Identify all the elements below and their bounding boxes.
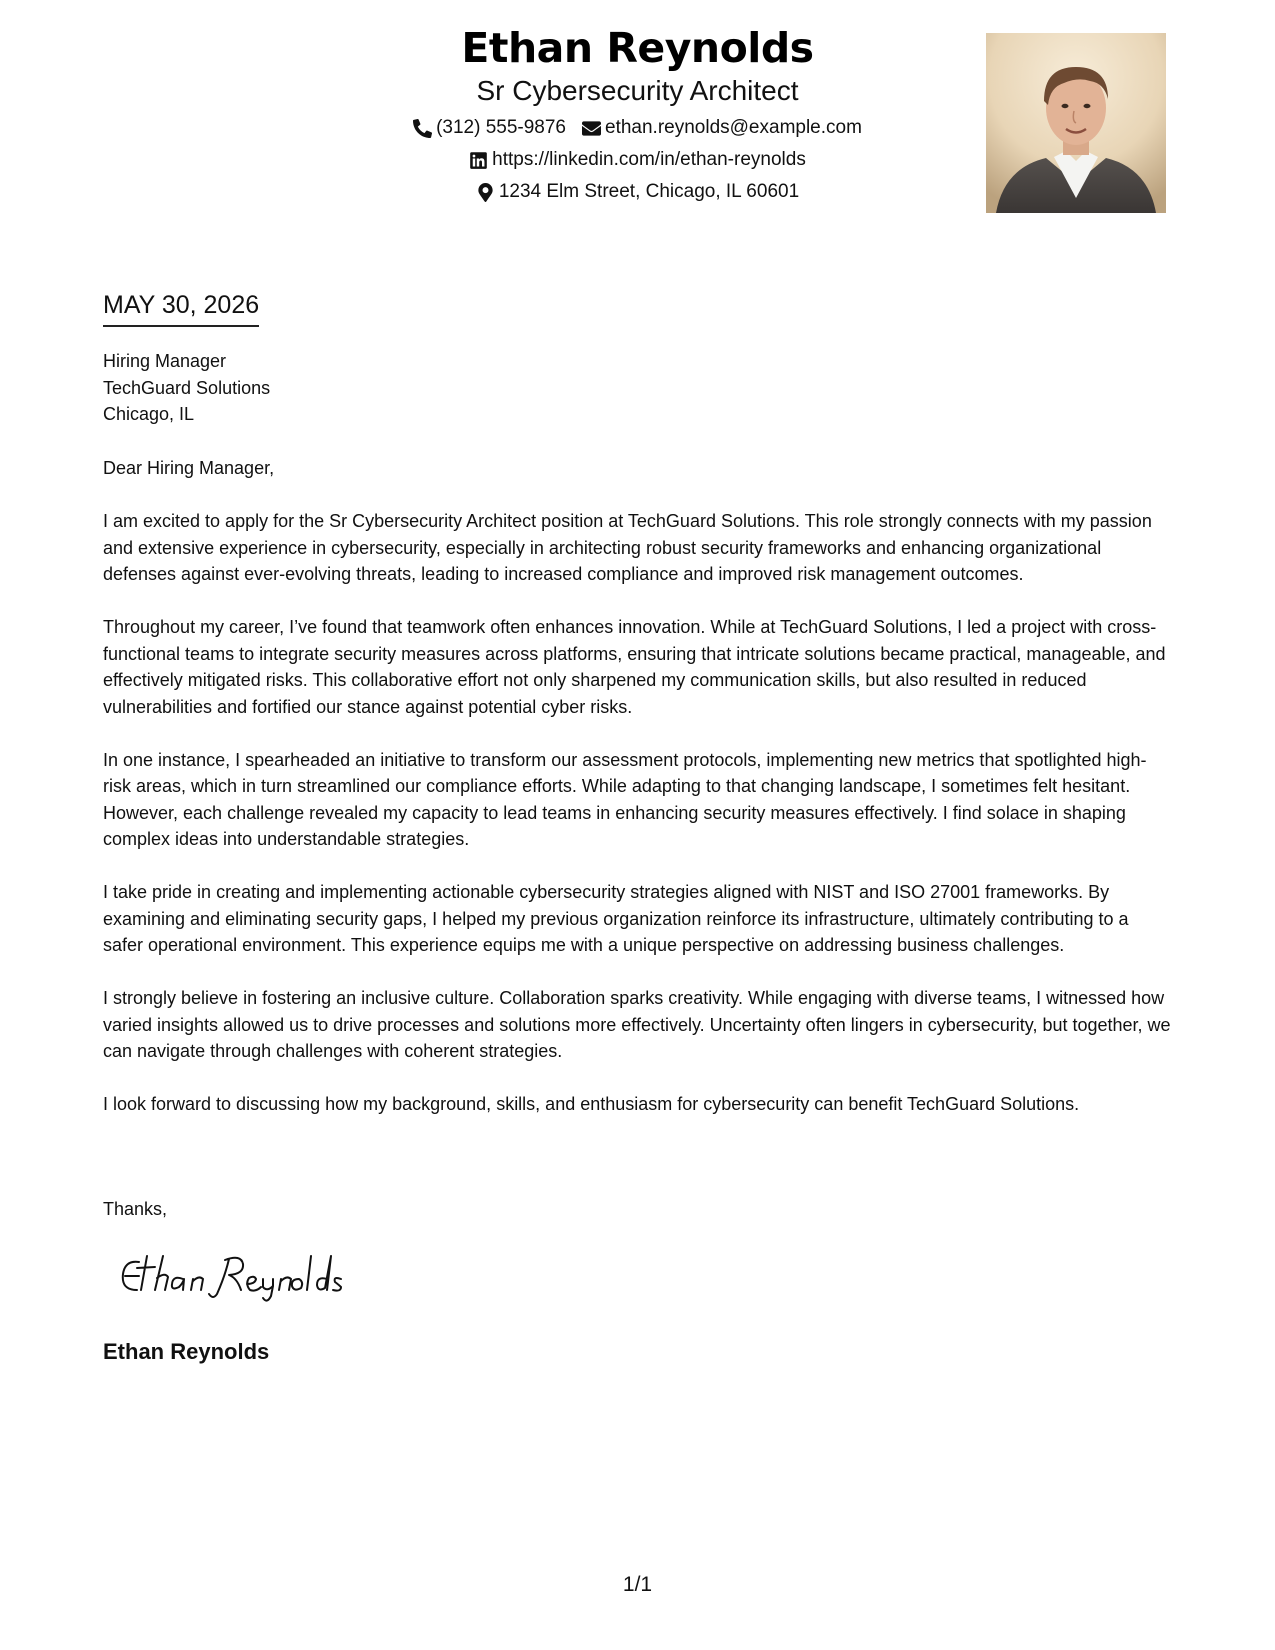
page-number: 1/1 <box>622 1573 653 1596</box>
body-paragraph: I am excited to apply for the Sr Cybersecurity Architect position at TechGuard Solutions. This role strongly connects with my passion and extensive experience in cybersecurity, especially in architecting robust security frameworks and enhancing organizational defenses against ever-evolving threats, leading to increased compliance and improved risk management outcomes. <box>103 511 1152 584</box>
body-paragraph: Throughout my career, I’ve found that teamwork often enhances innovation. While at TechGuard Solutions, I led a project with cross-functional teams to integrate security measures across platforms, ensuring that intricate solutions became practical, manageable, and effectively mitigated risks. This collaborative effort not only sharpened my communication skills, but also resulted in reduced vulnerabilities and fortified our stance against potential cyber risks. <box>103 617 1166 717</box>
email-text[interactable]: ethan.reynolds@example.com <box>605 117 862 138</box>
map-marker-icon <box>476 183 495 202</box>
body-paragraph: I look forward to discussing how my background, skills, and enthusiasm for cybersecurity can benefit TechGuard Solutions. <box>103 1094 1080 1114</box>
applicant-name: Ethan Reynolds <box>461 24 814 72</box>
body-paragraph: I take pride in creating and implementing actionable cybersecurity strategies aligned with NIST and ISO 27001 frameworks. By examining and eliminating security gaps, I helped my previous organization reinforce its infrastructure, ultimately contributing to a safer operational environment. This experience equips me with a unique perspective on addressing business challenges. <box>103 882 1129 955</box>
handwritten-signature <box>113 1250 353 1306</box>
recipient-block <box>103 348 270 428</box>
profile-photo <box>986 33 1166 213</box>
linkedin-icon <box>469 151 488 170</box>
email-contact[interactable] <box>582 112 862 144</box>
recipient-title: Hiring Manager <box>103 351 227 371</box>
applicant-title: Sr Cybersecurity Architect <box>476 75 799 106</box>
phone-icon <box>413 119 432 138</box>
letter-body <box>103 455 1173 1144</box>
phone-contact <box>413 112 566 144</box>
letter-date: MAY 30, 2026 <box>103 288 259 327</box>
envelope-icon <box>582 119 601 138</box>
closing: Thanks, <box>103 1199 168 1219</box>
address-contact <box>476 176 799 208</box>
body-paragraph: In one instance, I spearheaded an initiative to transform our assessment protocols, implementing new metrics that spotlighted high-risk areas, which in turn streamlined our compliance efforts. While adapting to that changing landscape, I sometimes felt hesitant. However, each challenge revealed my capacity to lead teams in enhancing security measures effectively. I find solace in shaping complex ideas into understandable strategies. <box>103 749 1147 849</box>
recipient-company: TechGuard Solutions <box>103 377 271 398</box>
phone-text: (312) 555-9876 <box>436 117 566 138</box>
body-paragraph: I strongly believe in fostering an inclusive culture. Collaboration sparks creativity. While engaging with diverse teams, I witnessed how varied insights allowed us to drive processes and solutions more effectively. Uncertainty often lingers in cybersecurity, but together, we can navigate through challenges with coherent strategies. <box>103 988 1171 1061</box>
linkedin-url[interactable]: https://linkedin.com/in/ethan-reynolds <box>492 149 806 170</box>
recipient-location: Chicago, IL <box>103 404 195 424</box>
address-text: 1234 Elm Street, Chicago, IL 60601 <box>498 181 800 202</box>
linkedin-contact[interactable] <box>469 144 806 176</box>
signer-name: Ethan Reynolds <box>103 1339 270 1364</box>
salutation: Dear Hiring Manager, <box>103 458 275 478</box>
